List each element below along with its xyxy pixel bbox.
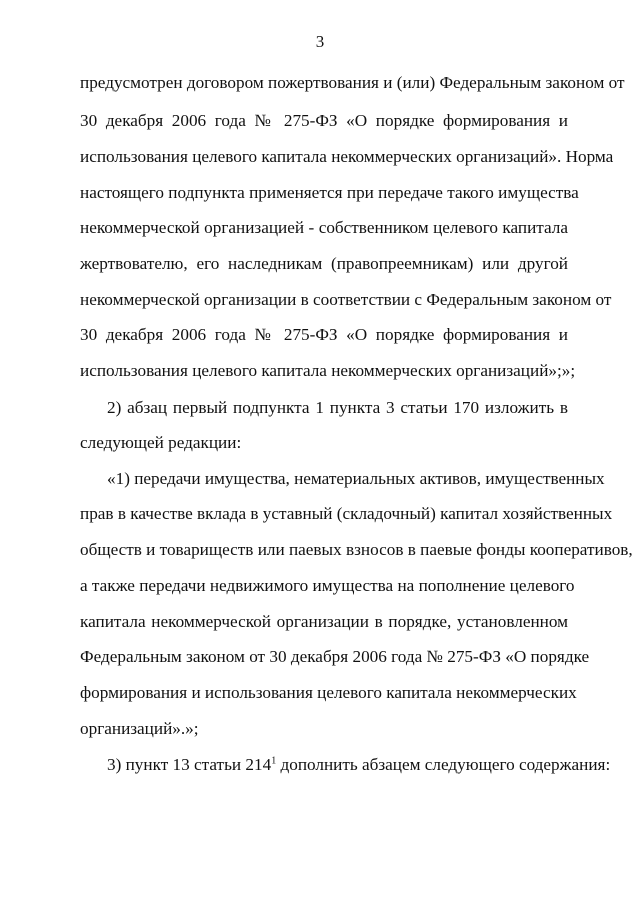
text-line: некоммерческой организацией - собственником целевого капитала (80, 218, 568, 237)
text-run: дополнить абзацем следующего содержания: (276, 755, 611, 774)
text-line: формирования и использования целевого капитала некоммерческих (80, 683, 577, 702)
text-line: 30 декабря 2006 года № 275-ФЗ «О порядке формирования и (80, 111, 568, 130)
text-run: 3) пункт 13 статьи 214 (107, 755, 272, 774)
text-line: 30 декабря 2006 года № 275-ФЗ «О порядке формирования и (80, 325, 568, 344)
text-line: следующей редакции: (80, 433, 242, 452)
text-line: Федеральным законом от 30 декабря 2006 года № 275-ФЗ «О порядке (80, 647, 590, 666)
text-line: а также передачи недвижимого имущества на пополнение целевого (80, 576, 575, 595)
text-line: прав в качестве вклада в уставный (складочный) капитал хозяйственных (80, 504, 613, 523)
text-line: 2) абзац первый подпункта 1 пункта 3 статьи 170 изложить в (107, 398, 568, 417)
text-line: настоящего подпункта применяется при передаче такого имущества (80, 183, 579, 202)
text-line: предусмотрен договором пожертвования и (или) Федеральным законом от (80, 73, 625, 92)
text-line: использования целевого капитала некоммерческих организаций»;»; (80, 361, 576, 380)
text-line: некоммерческой организации в соответствии с Федеральным законом от (80, 290, 612, 309)
text-line: обществ и товариществ или паевых взносов в паевые фонды кооперативов, (80, 540, 633, 559)
superscript: 1 (271, 755, 277, 767)
page-number: 3 (315, 32, 325, 51)
text-line (107, 755, 611, 775)
text-line: жертвователю, его наследникам (правопреемникам) или другой (80, 254, 568, 273)
text-line: капитала некоммерческой организации в порядке, установленном (80, 612, 568, 631)
text-line: использования целевого капитала некоммерческих организаций». Норма (80, 147, 614, 166)
text-line: «1) передачи имущества, нематериальных активов, имущественных (107, 469, 605, 488)
text-line: организаций».»; (80, 719, 199, 738)
